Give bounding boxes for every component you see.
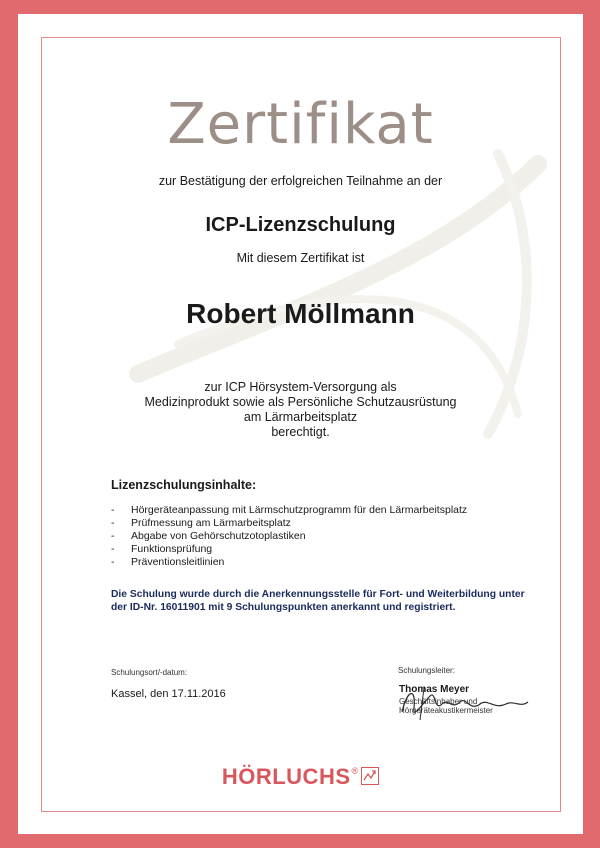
list-item bbox=[111, 504, 467, 517]
list-item bbox=[111, 543, 467, 556]
brand-logo bbox=[18, 764, 583, 790]
bullet-dash: - bbox=[111, 504, 115, 516]
list-item bbox=[111, 517, 467, 530]
list-item-text: Funktionsprüfung bbox=[131, 543, 213, 555]
leader-name: Thomas Meyer bbox=[399, 684, 470, 695]
intro-text: Mit diesem Zertifikat ist bbox=[236, 251, 365, 265]
registered-mark: ® bbox=[351, 766, 359, 776]
leader-label: Schulungsleiter: bbox=[398, 666, 455, 675]
contents-list bbox=[111, 504, 467, 569]
accreditation-note bbox=[111, 588, 551, 614]
accreditation-line: der ID-Nr. 16011901 mit 9 Schulungspunkten anerkannt und registriert. bbox=[111, 602, 456, 613]
brand-logo-text: HÖRLUCHS bbox=[221, 764, 351, 789]
leader-role-line: Geschäftsinhaber und bbox=[399, 697, 478, 706]
certificate-sheet bbox=[18, 14, 583, 834]
bullet-dash: - bbox=[111, 543, 115, 555]
list-item-text: Abgabe von Gehörschutzotoplastiken bbox=[131, 530, 306, 542]
accreditation-line: Die Schulung wurde durch die Anerkennungsstelle für Fort- und Weiterbildung unter bbox=[111, 589, 525, 600]
place-date-value: Kassel, den 17.11.2016 bbox=[111, 688, 226, 700]
recipient-name: Robert Möllmann bbox=[186, 298, 415, 329]
bullet-dash: - bbox=[111, 556, 115, 568]
list-item bbox=[111, 556, 467, 569]
authorization-line: berechtigt. bbox=[271, 425, 330, 439]
bullet-dash: - bbox=[111, 530, 115, 542]
course-name: ICP-Lizenzschulung bbox=[205, 214, 396, 236]
leader-role-line: Hörgeräteakustikermeister bbox=[399, 706, 493, 715]
authorization-line: am Lärmarbeitsplatz bbox=[243, 410, 358, 424]
certificate-subtitle: zur Bestätigung der erfolgreichen Teilnahme an der bbox=[158, 174, 443, 188]
authorization-line: Medizinprodukt sowie als Persönliche Schutzausrüstung bbox=[144, 395, 457, 409]
leader-role bbox=[399, 697, 493, 715]
certificate-title: Zertifikat bbox=[167, 92, 434, 157]
list-item bbox=[111, 530, 467, 543]
place-date-label: Schulungsort/-datum: bbox=[111, 668, 188, 677]
list-item-text: Prüfmessung am Lärmarbeitsplatz bbox=[131, 517, 291, 529]
list-item-text: Hörgeräteanpassung mit Lärmschutzprogramm für den Lärmarbeitsplatz bbox=[131, 504, 468, 516]
authorization-line: zur ICP Hörsystem-Versorgung als bbox=[204, 380, 397, 394]
list-item-text: Präventionsleitlinien bbox=[131, 556, 225, 568]
lynx-logo-icon bbox=[361, 767, 379, 785]
contents-heading: Lizenzschulungsinhalte: bbox=[111, 478, 257, 492]
authorization-text bbox=[18, 380, 583, 440]
bullet-dash: - bbox=[111, 517, 115, 529]
